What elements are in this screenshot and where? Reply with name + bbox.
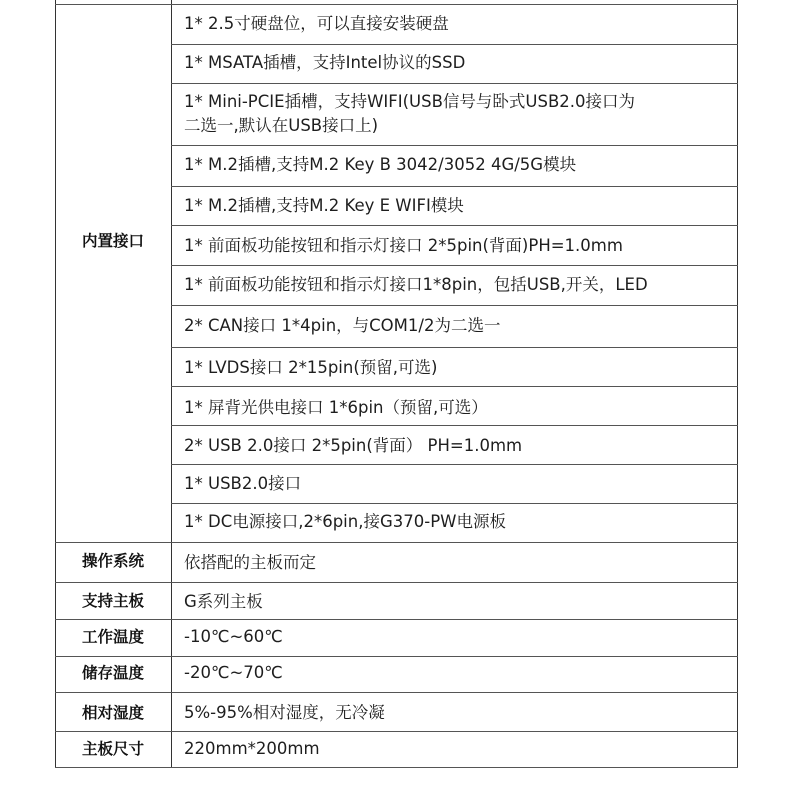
- table-cell: 1* 屏背光供电接口 1*6pin（预留,可选）: [184, 398, 488, 417]
- row-divider: [171, 44, 738, 45]
- table-cell: 220mm*200mm: [184, 739, 320, 758]
- row-divider: [171, 386, 738, 387]
- row-label-supported-board: 支持主板: [81, 592, 144, 610]
- row-divider: [171, 305, 738, 306]
- table-cell: 依搭配的主板而定: [184, 553, 316, 572]
- row-divider: [55, 619, 738, 620]
- row-label-humidity: 相对湿度: [81, 704, 144, 722]
- table-cell: -20℃~70℃: [184, 663, 283, 682]
- table-cell: 1* 前面板功能按钮和指示灯接口1*8pin，包括USB,开关，LED: [184, 275, 648, 294]
- table-cell: 2* CAN接口 1*4pin，与COM1/2为二选一: [184, 316, 501, 335]
- table-cell: 1* M.2插槽,支持M.2 Key E WIFI模块: [184, 196, 464, 215]
- row-divider: [55, 767, 738, 768]
- row-label-storage-temp: 储存温度: [81, 664, 144, 682]
- table-cell: 1* 前面板功能按钮和指示灯接口 2*5pin(背面)PH=1.0mm: [184, 236, 623, 255]
- row-divider: [171, 265, 738, 266]
- row-divider: [55, 731, 738, 732]
- row-label-board-size: 主板尺寸: [81, 740, 144, 758]
- table-right-border: [737, 0, 738, 768]
- table-cell: 1* DC电源接口,2*6pin,接G370-PW电源板: [184, 512, 506, 531]
- row-divider: [171, 347, 738, 348]
- table-cell: 1* 2.5寸硬盘位，可以直接安装硬盘: [184, 14, 449, 33]
- table-cell: 二选一,默认在USB接口上): [184, 116, 379, 135]
- section-label-builtin-interfaces: 内置接口: [81, 232, 144, 250]
- row-divider: [55, 692, 738, 693]
- table-left-border: [55, 0, 56, 768]
- table-cell: 1* Mini-PCIE插槽，支持WIFI(USB信号与卧式USB2.0接口为: [184, 92, 636, 111]
- table-cell: -10℃~60℃: [184, 627, 283, 646]
- table-cell: G系列主板: [184, 592, 263, 611]
- table-cell: 1* USB2.0接口: [184, 474, 302, 493]
- row-divider: [55, 582, 738, 583]
- row-divider: [55, 656, 738, 657]
- table-cell: 2* USB 2.0接口 2*5pin(背面） PH=1.0mm: [184, 436, 523, 455]
- table-cell: 5%-95%相对湿度，无冷凝: [184, 703, 385, 722]
- column-divider: [171, 0, 172, 768]
- row-label-os: 操作系统: [81, 552, 144, 570]
- row-divider: [55, 4, 738, 5]
- row-divider: [171, 464, 738, 465]
- row-divider: [171, 186, 738, 187]
- table-cell: 1* M.2插槽,支持M.2 Key B 3042/3052 4G/5G模块: [184, 155, 577, 174]
- row-divider: [171, 145, 738, 146]
- row-divider: [171, 425, 738, 426]
- row-divider: [171, 83, 738, 84]
- row-divider: [171, 503, 738, 504]
- row-label-operating-temp: 工作温度: [81, 628, 144, 646]
- row-divider: [171, 225, 738, 226]
- row-divider: [55, 542, 738, 543]
- table-cell: 1* LVDS接口 2*15pin(预留,可选): [184, 358, 438, 377]
- table-cell: 1* MSATA插槽，支持Intel协议的SSD: [184, 53, 466, 72]
